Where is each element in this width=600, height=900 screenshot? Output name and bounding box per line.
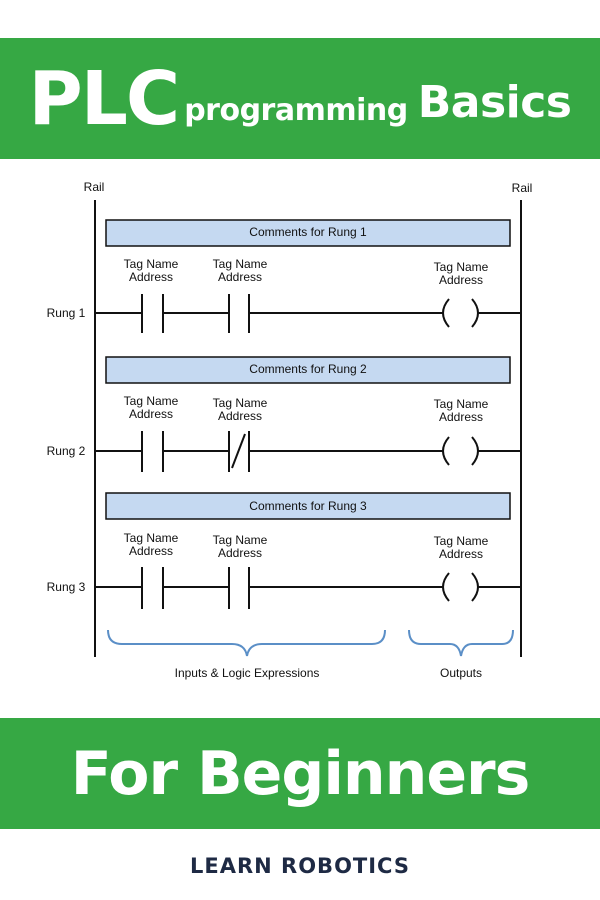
rung-3 — [47, 493, 521, 609]
rung-1-contact-1-tag: Tag Name — [123, 257, 179, 271]
subtitle-banner — [0, 718, 600, 829]
rung-3-coil-symbol — [443, 573, 449, 601]
rung-3-contact-1-tag: Tag Name — [123, 531, 179, 545]
rung-3-coil-symbol — [472, 573, 478, 601]
rail-right-label: Rail — [511, 181, 533, 195]
rung-2-contact-2-tag: Tag Name — [212, 396, 268, 410]
rail-left-label: Rail — [83, 180, 105, 194]
title-plc: PLC — [28, 55, 179, 142]
rung-2 — [47, 357, 521, 472]
rung-2-contact-2-slash — [232, 434, 245, 468]
rung-2-coil-symbol — [443, 437, 449, 465]
rung-1-label: Rung 1 — [46, 306, 86, 320]
rung-2-contact-1-tag: Tag Name — [123, 394, 179, 408]
title-banner — [0, 38, 600, 159]
inputs-brace — [108, 630, 385, 656]
rung-2-output-tag: Tag Name — [433, 397, 489, 411]
rung-2-contact-2-address: Address — [217, 409, 263, 423]
outputs-label: Outputs — [439, 666, 483, 680]
brand-name: LEARN ROBOTICS — [190, 854, 410, 878]
ladder-diagram — [0, 160, 600, 718]
rung-3-output-address: Address — [438, 547, 484, 561]
title — [0, 38, 600, 159]
rung-3-contact-2-address: Address — [217, 546, 263, 560]
rung-1-comment: Comments for Rung 1 — [249, 225, 367, 239]
rung-3-comment: Comments for Rung 3 — [249, 499, 367, 513]
subtitle: For Beginners — [70, 738, 530, 809]
rung-2-coil-symbol — [472, 437, 478, 465]
rung-1-coil-symbol — [443, 299, 449, 327]
rung-1 — [47, 220, 521, 333]
outputs-brace — [409, 630, 513, 656]
rung-2-comment: Comments for Rung 2 — [249, 362, 367, 376]
rung-1-contact-2-tag: Tag Name — [212, 257, 268, 271]
rung-2-contact-1-address: Address — [128, 407, 174, 421]
rung-3-contact-1-address: Address — [128, 544, 174, 558]
rung-2-output-address: Address — [438, 410, 484, 424]
inputs-label: Inputs & Logic Expressions — [174, 666, 320, 680]
rung-1-output-address: Address — [438, 273, 484, 287]
rung-1-coil-symbol — [472, 299, 478, 327]
rung-1-contact-1-address: Address — [128, 270, 174, 284]
rung-3-label: Rung 3 — [46, 580, 86, 594]
rung-3-contact-2-tag: Tag Name — [212, 533, 268, 547]
rung-2-label: Rung 2 — [46, 444, 86, 458]
title-basics: Basics — [417, 77, 572, 128]
rung-3-output-tag: Tag Name — [433, 534, 489, 548]
title-programming: programming — [184, 93, 408, 128]
rung-1-output-tag: Tag Name — [433, 260, 489, 274]
rung-1-contact-2-address: Address — [217, 270, 263, 284]
